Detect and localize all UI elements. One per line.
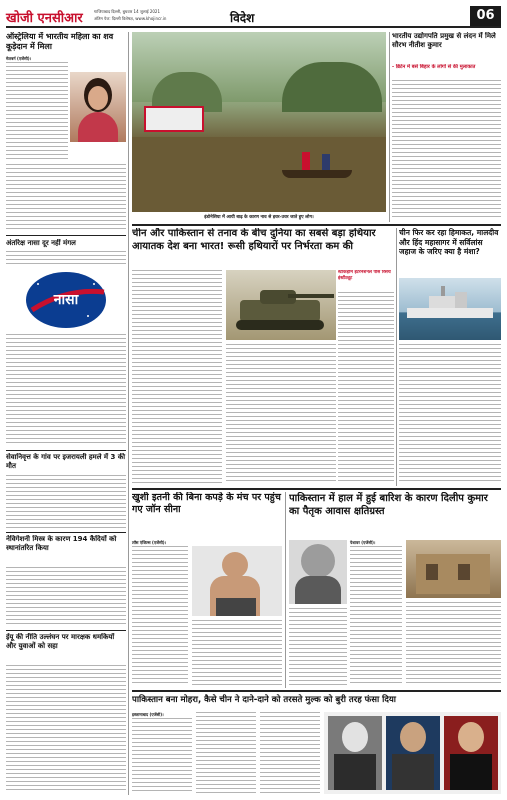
divider xyxy=(132,690,501,692)
story-headline: ऑस्ट्रेलिया में भारतीय महिला का शव कूड़ेदान में मिला xyxy=(6,32,114,51)
leaders-photo-strip xyxy=(324,712,501,794)
dilip-kumar-portrait xyxy=(289,540,347,604)
story-body-text xyxy=(6,567,126,627)
divider xyxy=(6,532,126,533)
story-byline: लॉस एंजिल्स (एजेंसी)। xyxy=(132,540,167,545)
story-body-text xyxy=(196,712,256,794)
story-body-text xyxy=(6,665,126,793)
story-body-text xyxy=(226,344,336,484)
sub-dateline: अंतिम पेज: दिल्ली विशेषज्ञ, www.khojincr.in xyxy=(94,16,167,21)
story-body-text xyxy=(6,334,126,446)
ship-photo xyxy=(399,278,501,340)
left-column xyxy=(6,32,126,795)
story-headline: भारतीय उद्योगपति प्रमुख से लंदन में मिले सौरभ नीतीश कुमार xyxy=(392,32,496,49)
story-headline: नेविगेशनी मिस्त्र के कारण 194 कैदियों को स्थानांतरित किया xyxy=(6,535,117,552)
divider xyxy=(132,488,501,490)
story-body-text xyxy=(392,80,501,220)
story-headline: अंतरिक्ष नासा दूर नहीं मंगल xyxy=(6,239,76,247)
column-rule xyxy=(396,228,397,486)
right-top-story xyxy=(392,32,501,222)
section-label: विदेश xyxy=(230,11,255,25)
masthead: खोजी एनसीआर xyxy=(6,11,83,26)
story-byline: मेलबर्न (एजेंसी)। xyxy=(6,56,32,61)
column-rule xyxy=(389,32,390,222)
dateline: गाजियाबाद दिल्ली, बुधवार 14 जुलाई 2021 xyxy=(94,9,161,14)
story-body-text xyxy=(6,251,126,267)
story-subhead: - ब्रिटेन में बसे बिहार के लोगों से की मुलाकात xyxy=(392,64,476,70)
story-byline: पेशावर (एजेंसी)। xyxy=(350,540,376,545)
story-body-text xyxy=(192,620,282,686)
story-body-text xyxy=(406,602,501,686)
story-subhead: स्टॉकहोम इंटरनेशनल पीस रिसर्च इंस्टीट्यूट xyxy=(338,270,391,281)
divider xyxy=(6,235,126,236)
john-cena-photo xyxy=(192,546,282,616)
page-number: 06 xyxy=(470,6,501,26)
main-headline: चीन और पाकिस्तान से तनाव के बीच दुनिया का सबसे बड़ा हथियार आयातक देश बना भारत! रूसी हथियारों पर निर्भरता कम की xyxy=(132,228,376,252)
column-rule xyxy=(128,32,129,795)
story-body-text xyxy=(132,718,192,794)
nasa-logo-text: नासा xyxy=(53,292,79,308)
story-headline: सेवानिवृत्त के गांव पर इजरायली हमले में 3 की मौत xyxy=(6,453,126,470)
tank-photo xyxy=(226,270,336,340)
story-body-text xyxy=(289,608,347,686)
masthead-bar xyxy=(6,6,501,28)
photo-caption: इंडोनेशिया में आयी बाढ़ के कारण नाव से इधर-उधर जाते हुए लोग। xyxy=(204,215,314,220)
story-body-text xyxy=(350,546,402,686)
story-body-text xyxy=(260,712,320,794)
story-body-text xyxy=(399,344,501,484)
woman-portrait-photo xyxy=(70,72,126,142)
flood-photo xyxy=(132,32,386,212)
story-headline: ईयू की नीति उल्लंघन पर मारक्षक धमकियों और युवाओं को सहा xyxy=(6,633,115,650)
story-headline: पाकिस्तान बना मोहरा, कैसे चीन ने दाने-दाने को तरसते मुल्क को बुरी तरह फंसा दिया xyxy=(132,695,396,705)
story-body-text xyxy=(132,270,222,484)
story-body-text xyxy=(6,164,126,232)
house-photo xyxy=(406,540,501,598)
column-rule xyxy=(285,492,286,688)
story-headline: पाकिस्तान में हाल में हुई बारिश के कारण दिलीप कुमार का पैतृक आवास क्षतिग्रस्त xyxy=(289,493,488,517)
story-headline: चीन फिर कर रहा हिमाकत, मालदीव और हिंद महासागर में सर्विलांस जहाज के जरिए क्या है मंशा? xyxy=(399,228,499,256)
nasa-logo xyxy=(18,270,114,330)
story-body-text xyxy=(6,62,68,162)
divider xyxy=(6,630,126,631)
story-byline: इस्लामाबाद (एजेंसी)। xyxy=(132,712,164,717)
story-headline: खुशी इतनी की बिना कपड़े के मंच पर पहुंच गए जॉन सीना xyxy=(132,492,281,515)
divider xyxy=(132,224,501,226)
divider xyxy=(6,450,126,451)
story-body-text xyxy=(132,546,188,686)
story-body-text xyxy=(6,475,126,529)
story-body-text xyxy=(338,292,394,484)
